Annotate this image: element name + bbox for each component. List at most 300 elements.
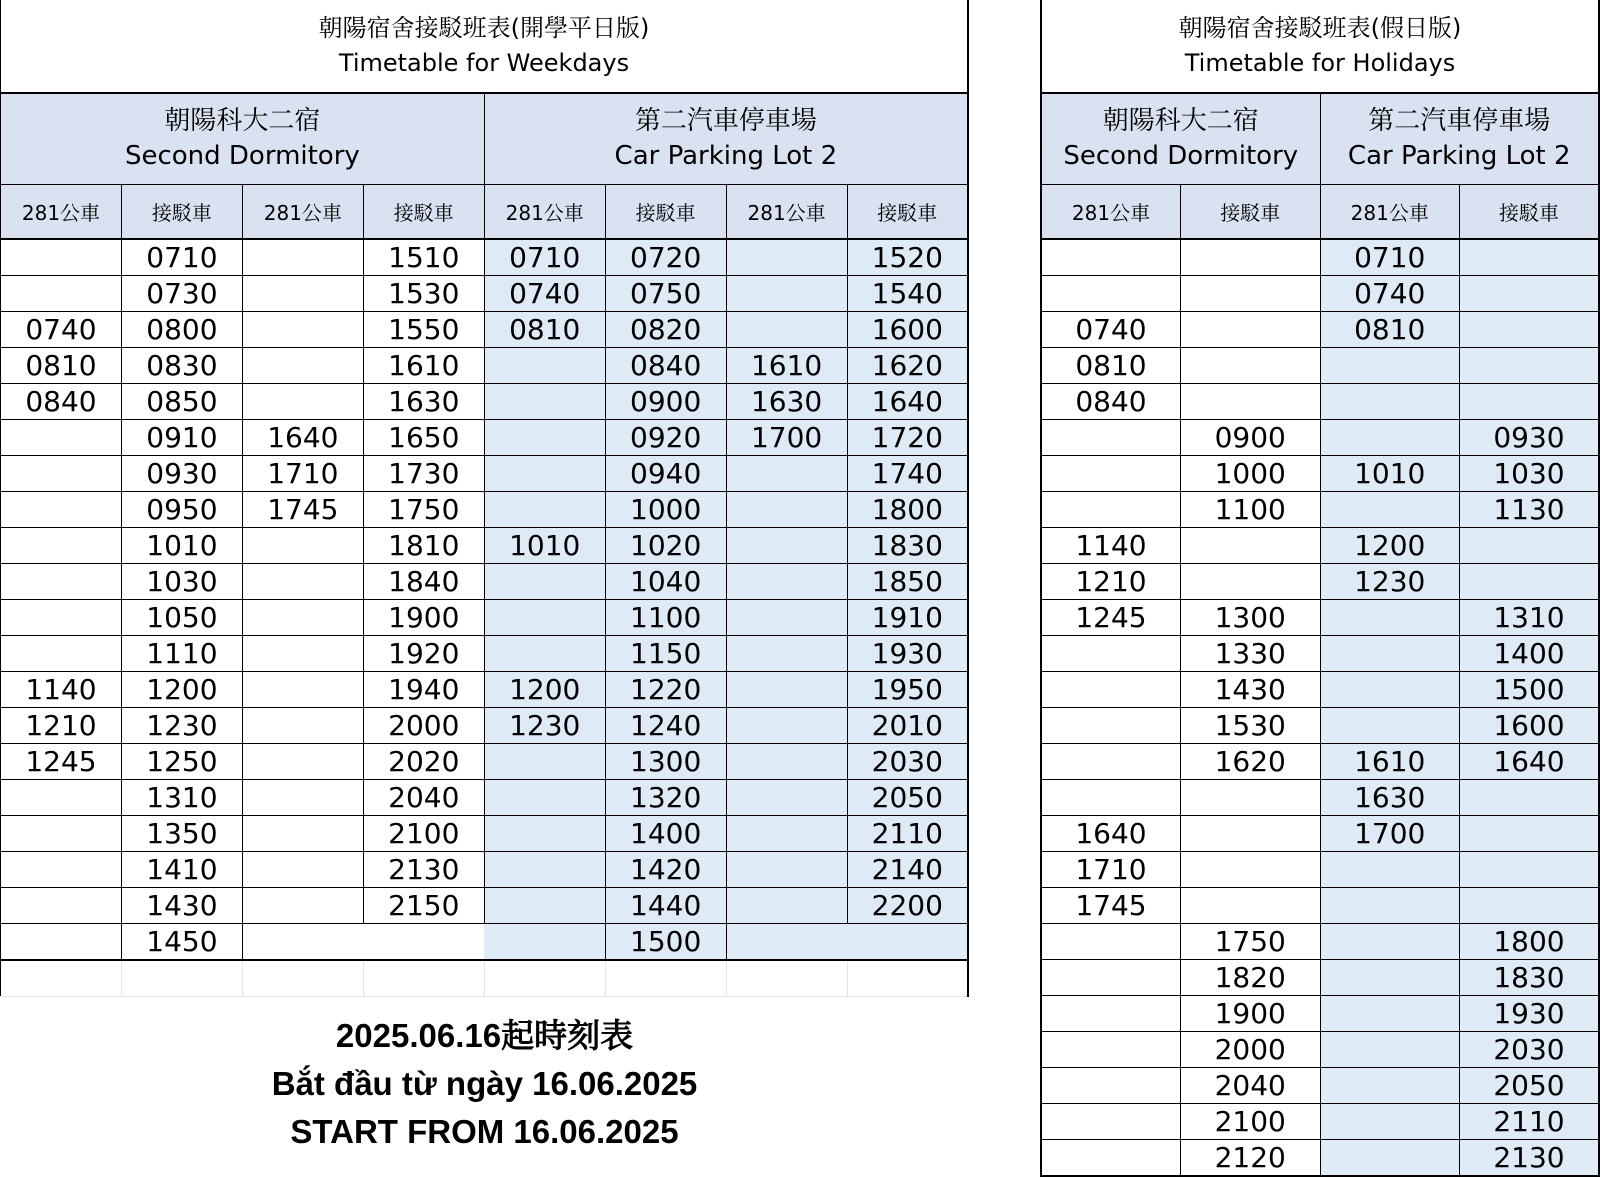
time-cell — [1041, 672, 1181, 708]
time-cell: 1230 — [484, 708, 605, 744]
group-name-en: Car Parking Lot 2 — [1347, 141, 1571, 171]
time-cell — [726, 816, 847, 852]
time-cell: 1010 — [1320, 456, 1460, 492]
time-cell: 1020 — [605, 528, 726, 564]
time-cell: 1840 — [363, 564, 484, 600]
time-cell — [242, 564, 363, 600]
table-row — [1, 564, 969, 600]
time-cell: 0840 — [1, 384, 122, 420]
table-row — [1, 456, 969, 492]
time-cell — [1320, 492, 1460, 528]
time-cell: 1610 — [726, 348, 847, 384]
group-name-zh: 朝陽科大二宿 — [164, 106, 321, 136]
time-cell: 1210 — [1, 708, 122, 744]
time-cell — [484, 384, 605, 420]
weekday-group-row — [1, 93, 969, 185]
table-row — [1041, 600, 1599, 636]
time-cell: 0710 — [1320, 239, 1460, 276]
table-row — [1, 780, 969, 816]
time-cell — [1320, 1068, 1460, 1104]
time-cell — [1041, 780, 1181, 816]
time-cell — [1460, 348, 1600, 384]
time-cell: 1730 — [363, 456, 484, 492]
time-cell: 1940 — [363, 672, 484, 708]
time-cell: 1830 — [1460, 960, 1600, 996]
time-cell: 2000 — [1181, 1032, 1321, 1068]
table-row — [1041, 960, 1599, 996]
group-name-zh: 第二汽車停車場 — [1368, 106, 1551, 136]
time-cell: 1300 — [1181, 600, 1321, 636]
time-cell — [1, 420, 122, 456]
time-cell: 1640 — [1460, 744, 1600, 780]
time-cell — [1041, 960, 1181, 996]
time-cell: 0810 — [1320, 312, 1460, 348]
time-cell: 0820 — [605, 312, 726, 348]
column-header: 接駁車 — [605, 185, 726, 240]
time-cell: 1500 — [1460, 672, 1600, 708]
time-cell: 0810 — [484, 312, 605, 348]
time-cell: 1810 — [363, 528, 484, 564]
time-cell: 1420 — [605, 852, 726, 888]
time-cell — [726, 636, 847, 672]
time-cell: 0930 — [1460, 420, 1600, 456]
time-cell: 2010 — [847, 708, 968, 744]
time-cell: 1900 — [363, 600, 484, 636]
time-cell: 1400 — [605, 816, 726, 852]
time-cell: 0850 — [121, 384, 242, 420]
weekday-title-en: Timetable for Weekdays — [338, 49, 630, 77]
time-cell — [726, 744, 847, 780]
table-row — [1041, 276, 1599, 312]
table-row — [1041, 1104, 1599, 1140]
time-cell — [726, 239, 847, 276]
time-cell — [726, 888, 847, 924]
group-name-en: Second Dormitory — [1063, 141, 1299, 171]
time-cell: 1745 — [1041, 888, 1181, 924]
table-row — [1041, 672, 1599, 708]
time-cell — [1320, 924, 1460, 960]
weekday-title-row — [1, 0, 969, 93]
table-row — [1, 636, 969, 672]
table-row — [1, 276, 969, 312]
time-cell — [1460, 780, 1600, 816]
time-cell — [1460, 564, 1600, 600]
time-cell — [1041, 239, 1181, 276]
time-cell — [1460, 384, 1600, 420]
time-cell: 1640 — [242, 420, 363, 456]
time-cell — [242, 708, 363, 744]
time-cell: 2110 — [847, 816, 968, 852]
holiday-group-parking — [1320, 93, 1599, 185]
time-cell: 1200 — [121, 672, 242, 708]
time-cell — [1181, 528, 1321, 564]
time-cell — [1, 636, 122, 672]
time-cell: 1850 — [847, 564, 968, 600]
time-cell: 1600 — [1460, 708, 1600, 744]
table-row — [1041, 708, 1599, 744]
table-row — [1041, 492, 1599, 528]
time-cell: 1830 — [847, 528, 968, 564]
table-row — [1041, 420, 1599, 456]
time-cell — [1181, 384, 1321, 420]
table-row — [1041, 1140, 1599, 1177]
holiday-title-row — [1041, 0, 1599, 93]
time-cell — [242, 672, 363, 708]
time-cell: 0740 — [1320, 276, 1460, 312]
time-cell — [1181, 348, 1321, 384]
time-cell — [726, 708, 847, 744]
time-cell — [1041, 1032, 1181, 1068]
time-cell — [1181, 564, 1321, 600]
time-cell — [242, 348, 363, 384]
time-cell: 1220 — [605, 672, 726, 708]
time-cell — [242, 780, 363, 816]
time-cell — [1, 492, 122, 528]
time-cell: 1450 — [121, 924, 242, 961]
time-cell — [1460, 816, 1600, 852]
time-cell — [726, 276, 847, 312]
time-cell: 2040 — [363, 780, 484, 816]
time-cell — [484, 780, 605, 816]
time-cell — [1320, 888, 1460, 924]
time-cell: 0750 — [605, 276, 726, 312]
time-cell: 1230 — [121, 708, 242, 744]
time-cell: 1140 — [1041, 528, 1181, 564]
time-cell: 2100 — [1181, 1104, 1321, 1140]
time-cell — [1320, 1140, 1460, 1177]
time-cell: 1030 — [121, 564, 242, 600]
time-cell — [1041, 744, 1181, 780]
holiday-group-dormitory — [1041, 93, 1320, 185]
holiday-group-row — [1041, 93, 1599, 185]
time-cell — [1320, 636, 1460, 672]
weekday-group-dormitory — [1, 93, 485, 185]
time-cell: 0840 — [605, 348, 726, 384]
time-cell — [1041, 420, 1181, 456]
weekday-group-parking — [484, 93, 968, 185]
table-row — [1, 744, 969, 780]
table-row — [1041, 384, 1599, 420]
time-cell — [242, 600, 363, 636]
time-cell — [1041, 1068, 1181, 1104]
time-cell: 0810 — [1, 348, 122, 384]
notice-line-en: START FROM 16.06.2025 — [290, 1113, 679, 1150]
time-cell — [242, 276, 363, 312]
time-cell — [726, 780, 847, 816]
time-cell: 1310 — [121, 780, 242, 816]
time-cell — [1041, 492, 1181, 528]
time-cell: 1740 — [847, 456, 968, 492]
table-row — [1, 239, 969, 276]
time-cell — [1320, 708, 1460, 744]
time-cell — [726, 600, 847, 636]
table-row — [1041, 744, 1599, 780]
time-cell: 1720 — [847, 420, 968, 456]
time-cell: 1000 — [1181, 456, 1321, 492]
time-cell — [242, 924, 363, 961]
group-name-en: Car Parking Lot 2 — [614, 141, 838, 171]
time-cell — [242, 239, 363, 276]
time-cell — [1320, 420, 1460, 456]
time-cell — [1320, 384, 1460, 420]
time-cell: 1100 — [605, 600, 726, 636]
time-cell — [242, 888, 363, 924]
time-cell: 2130 — [1460, 1140, 1600, 1177]
column-header: 接駁車 — [363, 185, 484, 240]
time-cell: 1430 — [1181, 672, 1321, 708]
table-row — [1, 852, 969, 888]
time-cell: 1140 — [1, 672, 122, 708]
column-header: 281公車 — [726, 185, 847, 240]
time-cell: 2100 — [363, 816, 484, 852]
time-cell — [1460, 276, 1600, 312]
time-cell: 1245 — [1041, 600, 1181, 636]
time-cell — [1, 276, 122, 312]
time-cell: 0730 — [121, 276, 242, 312]
table-row — [1, 312, 969, 348]
time-cell — [1181, 276, 1321, 312]
time-cell — [242, 384, 363, 420]
time-cell — [484, 924, 605, 961]
time-cell — [1, 456, 122, 492]
time-cell: 2050 — [1460, 1068, 1600, 1104]
time-cell — [1, 852, 122, 888]
time-cell: 2150 — [363, 888, 484, 924]
time-cell — [726, 924, 847, 961]
time-cell — [484, 456, 605, 492]
time-cell: 1710 — [1041, 852, 1181, 888]
table-row — [1, 708, 969, 744]
time-cell — [1320, 996, 1460, 1032]
table-row — [1041, 312, 1599, 348]
time-cell: 2130 — [363, 852, 484, 888]
table-row — [1, 384, 969, 420]
time-cell — [484, 888, 605, 924]
table-row — [1, 528, 969, 564]
table-row — [1, 492, 969, 528]
time-cell: 1750 — [1181, 924, 1321, 960]
time-cell — [363, 924, 484, 961]
table-row — [1, 816, 969, 852]
time-cell: 0840 — [1041, 384, 1181, 420]
time-cell: 1930 — [847, 636, 968, 672]
time-cell — [1, 816, 122, 852]
table-row — [1, 672, 969, 708]
time-cell — [484, 564, 605, 600]
time-cell — [1320, 672, 1460, 708]
time-cell — [1320, 348, 1460, 384]
table-row — [1041, 924, 1599, 960]
holiday-table — [1040, 0, 1600, 1177]
time-cell — [484, 492, 605, 528]
time-cell: 0740 — [1041, 312, 1181, 348]
time-cell: 1100 — [1181, 492, 1321, 528]
time-cell: 1250 — [121, 744, 242, 780]
weekday-empty-row — [1, 960, 969, 997]
time-cell — [1, 888, 122, 924]
time-cell — [1041, 456, 1181, 492]
time-cell — [1041, 276, 1181, 312]
time-cell: 0740 — [1, 312, 122, 348]
table-row — [1, 348, 969, 384]
time-cell: 1540 — [847, 276, 968, 312]
time-cell: 1610 — [1320, 744, 1460, 780]
time-cell — [726, 528, 847, 564]
time-cell: 1030 — [1460, 456, 1600, 492]
time-cell: 1950 — [847, 672, 968, 708]
time-cell: 0910 — [121, 420, 242, 456]
table-row — [1041, 456, 1599, 492]
time-cell: 0940 — [605, 456, 726, 492]
time-cell — [1460, 888, 1600, 924]
time-cell: 1130 — [1460, 492, 1600, 528]
holiday-title-zh: 朝陽宿舍接駁班表(假日版) — [1178, 14, 1462, 42]
table-row — [1041, 239, 1599, 276]
time-cell: 1320 — [605, 780, 726, 816]
time-cell — [1181, 852, 1321, 888]
time-cell — [1181, 816, 1321, 852]
time-cell — [242, 528, 363, 564]
time-cell — [1320, 960, 1460, 996]
holiday-column-header-row — [1041, 185, 1599, 240]
time-cell: 2110 — [1460, 1104, 1600, 1140]
time-cell: 1200 — [484, 672, 605, 708]
holiday-title — [1041, 0, 1599, 93]
notice-line-zh: 2025.06.16起時刻表 — [335, 1017, 634, 1054]
time-cell: 1800 — [847, 492, 968, 528]
time-cell — [484, 420, 605, 456]
time-cell: 1200 — [1320, 528, 1460, 564]
time-cell: 1300 — [605, 744, 726, 780]
time-cell — [1041, 996, 1181, 1032]
time-cell: 0720 — [605, 239, 726, 276]
time-cell: 0830 — [121, 348, 242, 384]
time-cell — [1320, 852, 1460, 888]
time-cell: 2120 — [1181, 1140, 1321, 1177]
time-cell: 1400 — [1460, 636, 1600, 672]
time-cell: 2040 — [1181, 1068, 1321, 1104]
time-cell: 1710 — [242, 456, 363, 492]
time-cell: 0710 — [484, 239, 605, 276]
table-row — [1041, 1032, 1599, 1068]
time-cell: 0920 — [605, 420, 726, 456]
time-cell: 2020 — [363, 744, 484, 780]
time-cell: 2030 — [847, 744, 968, 780]
time-cell — [484, 636, 605, 672]
time-cell: 1530 — [1181, 708, 1321, 744]
time-cell — [242, 312, 363, 348]
column-header: 281公車 — [1041, 185, 1181, 240]
time-cell — [1460, 239, 1600, 276]
time-cell — [1181, 888, 1321, 924]
table-row — [1041, 780, 1599, 816]
time-cell: 1010 — [484, 528, 605, 564]
time-cell: 1550 — [363, 312, 484, 348]
time-cell: 1430 — [121, 888, 242, 924]
column-header: 281公車 — [484, 185, 605, 240]
time-cell: 2140 — [847, 852, 968, 888]
time-cell — [1320, 600, 1460, 636]
time-cell: 0800 — [121, 312, 242, 348]
time-cell — [1, 600, 122, 636]
column-header: 281公車 — [1320, 185, 1460, 240]
time-cell — [1041, 708, 1181, 744]
time-cell: 1920 — [363, 636, 484, 672]
holiday-timetable — [1040, 0, 1600, 1177]
table-row — [1041, 348, 1599, 384]
time-cell — [484, 744, 605, 780]
time-cell — [1460, 312, 1600, 348]
time-cell — [847, 924, 968, 961]
time-cell: 1620 — [1181, 744, 1321, 780]
time-cell — [726, 852, 847, 888]
column-header: 接駁車 — [1181, 185, 1321, 240]
time-cell — [726, 564, 847, 600]
time-cell: 1640 — [1041, 816, 1181, 852]
time-cell — [1041, 636, 1181, 672]
time-cell — [1, 924, 122, 961]
group-name-zh: 第二汽車停車場 — [634, 106, 817, 136]
time-cell: 0740 — [484, 276, 605, 312]
time-cell — [1460, 528, 1600, 564]
time-cell: 1750 — [363, 492, 484, 528]
table-row — [1, 888, 969, 924]
time-cell: 1310 — [1460, 600, 1600, 636]
time-cell: 1930 — [1460, 996, 1600, 1032]
time-cell — [1, 564, 122, 600]
time-cell: 0710 — [121, 239, 242, 276]
time-cell: 0810 — [1041, 348, 1181, 384]
table-row — [1041, 636, 1599, 672]
time-cell: 1620 — [847, 348, 968, 384]
time-cell: 0900 — [1181, 420, 1321, 456]
table-row — [1, 600, 969, 636]
time-cell — [242, 816, 363, 852]
time-cell: 1900 — [1181, 996, 1321, 1032]
time-cell: 1210 — [1041, 564, 1181, 600]
time-cell: 1150 — [605, 636, 726, 672]
time-cell: 1600 — [847, 312, 968, 348]
time-cell: 1410 — [121, 852, 242, 888]
column-header: 接駁車 — [847, 185, 968, 240]
time-cell: 1330 — [1181, 636, 1321, 672]
time-cell: 1530 — [363, 276, 484, 312]
time-cell — [242, 744, 363, 780]
time-cell: 1240 — [605, 708, 726, 744]
table-row — [1041, 564, 1599, 600]
time-cell — [1181, 312, 1321, 348]
table-row — [1, 420, 969, 456]
time-cell: 1440 — [605, 888, 726, 924]
weekday-column-header-row — [1, 185, 969, 240]
time-cell — [1, 528, 122, 564]
notice-line-vi: Bắt đầu từ ngày 16.06.2025 — [271, 1065, 698, 1102]
time-cell: 1230 — [1320, 564, 1460, 600]
time-cell: 2050 — [847, 780, 968, 816]
time-cell — [1320, 1104, 1460, 1140]
table-row — [1041, 528, 1599, 564]
weekday-title — [1, 0, 969, 93]
time-cell: 1350 — [121, 816, 242, 852]
group-name-en: Second Dormitory — [124, 141, 360, 171]
time-cell — [484, 600, 605, 636]
time-cell: 1700 — [1320, 816, 1460, 852]
time-cell: 1650 — [363, 420, 484, 456]
table-row — [1041, 1068, 1599, 1104]
time-cell — [484, 348, 605, 384]
time-cell: 0950 — [121, 492, 242, 528]
table-row — [1, 924, 969, 961]
